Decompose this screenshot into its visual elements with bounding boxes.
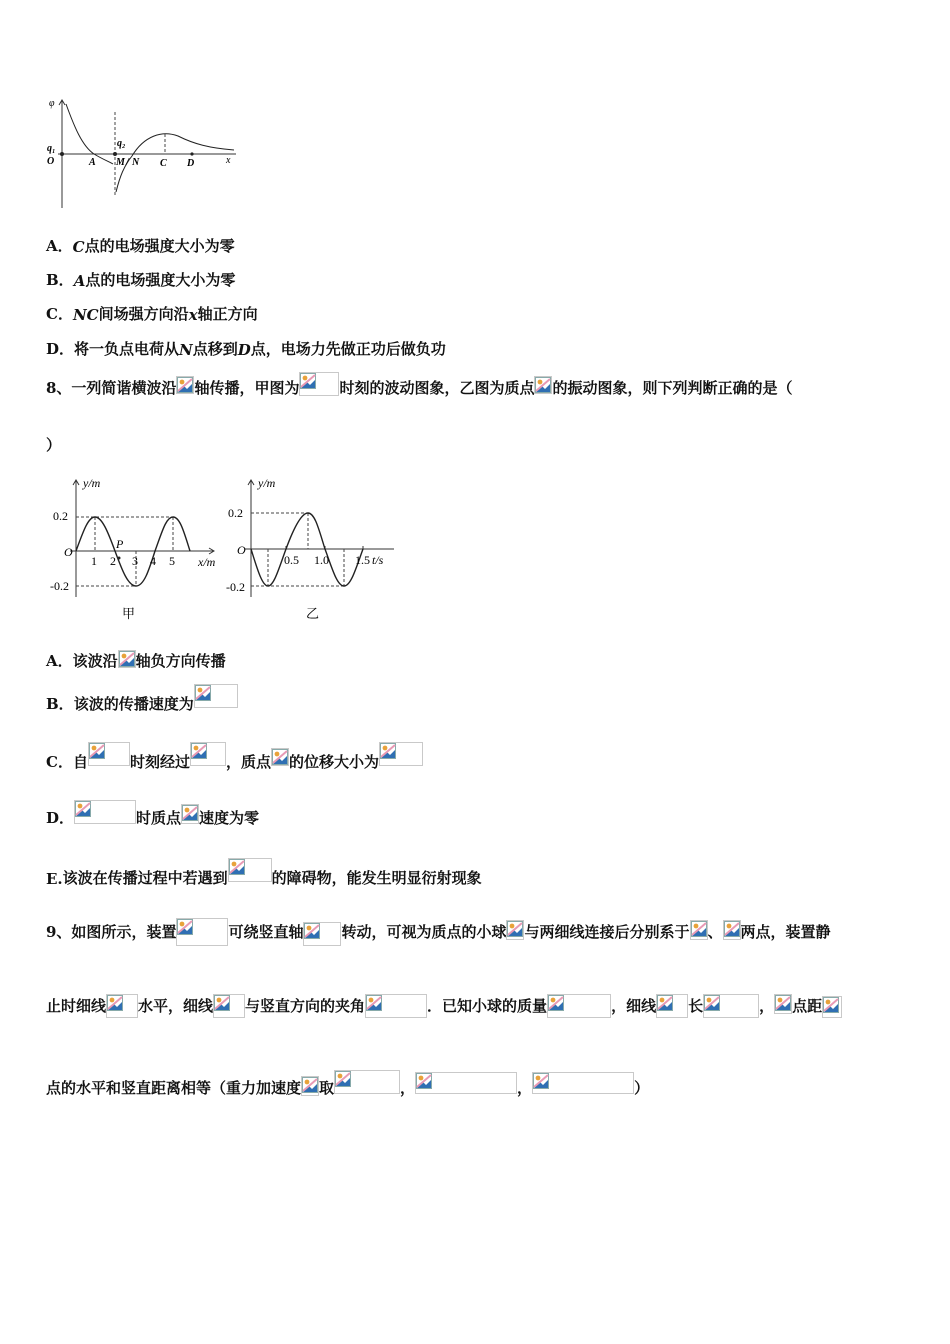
q9-line-1: 9、如图所示，装置 可绕竖直轴 转动，可视为质点的小球 与两细线连接后分别系于 、 两点，装置静 [46,918,831,942]
yi-xlabel: t/s [372,553,384,567]
jia-caption: 甲 [122,606,136,621]
potential-figure [44,96,244,212]
yi-tick: 1.0 [314,553,329,567]
image-placeholder-icon [365,994,427,1018]
image-placeholder-icon [271,748,289,766]
label-q2: q₂ [117,138,126,149]
image-placeholder-icon [532,1072,634,1094]
vibration-figure-yi [226,472,401,627]
jia-point-p: P [116,537,124,551]
image-placeholder-icon [228,858,272,882]
q8-stem: 8、一列简谐横波沿 轴传播，甲图为 时刻的波动图象，乙图为质点 的振动图象，则下列判断正确的是（ [46,372,793,398]
yi-origin: O [237,543,246,557]
image-placeholder-icon [106,994,138,1018]
q7-option-c: C． NC 间场强方向沿 x 轴正方向 [46,305,258,324]
label-O: O [47,156,55,167]
axis-x: x [226,155,231,166]
image-placeholder-icon [303,922,341,946]
image-placeholder-icon [334,1070,400,1094]
q8-option-a: A． 该波沿 轴负方向传播 [46,652,226,670]
jia-xlabel: x/m [198,555,216,569]
image-placeholder-icon [774,994,792,1014]
image-placeholder-icon [547,994,611,1018]
yi-tick: 0.5 [284,553,299,567]
q7-option-a: A． C 点的电场强度大小为零 [46,237,235,256]
q7-option-b: B． A 点的电场强度大小为零 [46,271,236,290]
q9-line-2: 止时细线 水平，细线 与竖直方向的夹角 ．已知小球的质量 ，细线 长 ， 点距 [46,994,842,1016]
label-C: C [160,158,167,169]
jia-tick: 2 [110,554,116,568]
label-D: D [187,158,195,169]
wave-figure-jia [46,472,226,627]
yi-caption: 乙 [306,606,320,621]
image-placeholder-icon [213,994,245,1018]
image-placeholder-icon [506,920,524,940]
jia-origin: O [64,545,73,559]
image-placeholder-icon [379,742,423,766]
q7-option-d: D． 将一负点电荷从 N 点移到 D 点，电场力先做正功后做负功 [46,340,446,359]
image-placeholder-icon [299,372,339,396]
label-q1: q₁ [47,143,56,154]
yi-yneg: -0.2 [226,580,245,594]
image-placeholder-icon [822,996,842,1018]
image-placeholder-icon [88,742,130,766]
jia-yneg: -0.2 [50,579,69,593]
q2-dot [113,152,117,156]
image-placeholder-icon [723,920,741,940]
image-placeholder-icon [176,376,194,394]
axis-phi: φ [49,98,55,109]
label-A: A [89,157,96,168]
image-placeholder-icon [190,742,226,766]
jia-ypos: 0.2 [53,509,68,523]
jia-tick: 3 [132,554,138,568]
image-placeholder-icon [301,1076,319,1096]
jia-tick: 5 [169,554,175,568]
image-placeholder-icon [194,684,238,708]
jia-tick: 4 [150,554,156,568]
image-placeholder-icon [415,1072,517,1094]
yi-ypos: 0.2 [228,506,243,520]
image-placeholder-icon [534,376,552,394]
image-placeholder-icon [656,994,688,1018]
jia-tick: 1 [91,554,97,568]
q9-line-3: 点的水平和竖直距离相等（重力加速度 取 ， ， ） [46,1070,649,1098]
yi-tick: 1.5 [355,553,370,567]
image-placeholder-icon [703,994,759,1018]
image-placeholder-icon [176,918,228,946]
svg-text:/: / [126,157,129,168]
q8-option-b: B． 该波的传播速度为 [46,684,238,714]
q1-dot [60,152,64,156]
label-N: N [132,157,140,168]
image-placeholder-icon [690,920,708,940]
image-placeholder-icon [74,800,136,824]
q8-option-c: C． 自 时刻经过 ，质点 的位移大小为 [46,742,423,772]
yi-ylabel: y/m [258,476,276,490]
q8-option-d: D． 时质点 速度为零 [46,800,259,828]
q8-option-e: E. 该波在传播过程中若遇到 的障碍物，能发生明显衍射现象 [46,858,482,888]
jia-ylabel: y/m [83,476,101,490]
label-M: M [116,157,125,168]
q8-stem-close: ） [46,436,62,454]
image-placeholder-icon [118,650,136,668]
image-placeholder-icon [181,804,199,824]
